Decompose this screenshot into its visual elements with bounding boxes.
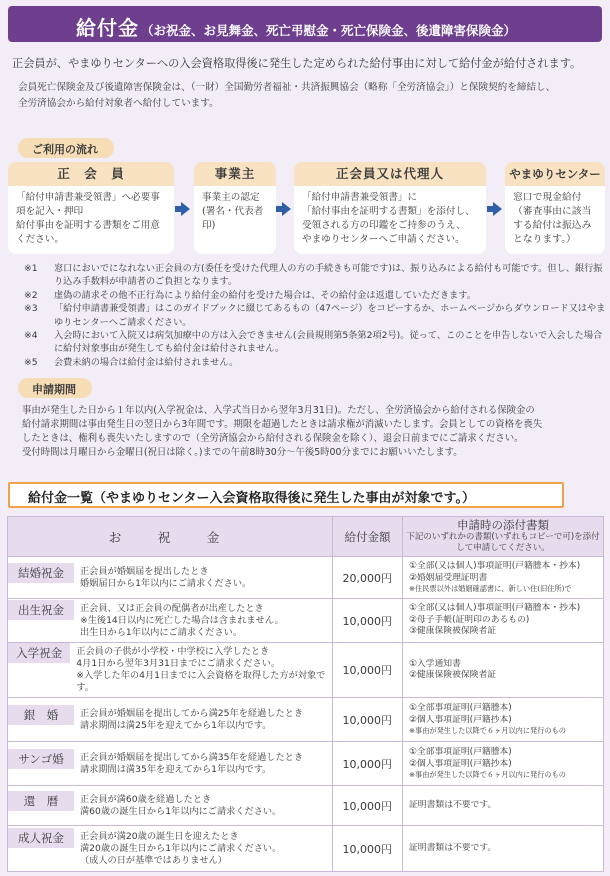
flow-line: となります。） (513, 234, 576, 245)
benefit-cell (8, 786, 333, 826)
document-note: ※事由が発生した以降で６ヶ月以内に発行のもの (409, 770, 566, 779)
table-row (8, 698, 604, 742)
benefit-name: 成人祝金 (8, 828, 74, 848)
description-line: 満60歳の誕生日から1年以内にご請求ください。 (80, 805, 282, 817)
flow-step-title: やまゆりセンター (505, 162, 605, 186)
benefit-cell (8, 698, 333, 742)
benefit-description (74, 600, 288, 642)
flow-line: （審査事由に該当 (513, 206, 592, 217)
flow-arrow-icon (282, 202, 291, 216)
intro-detail-line: 全労済協会から給付対象者へ給付しています。 (18, 98, 219, 109)
document-line: ①全部(又は個人)事項証明(戸籍謄本・抄本) (409, 603, 581, 614)
description-line: ※入学した年の4月1日までに入会資格を取得した方が対象です。 (76, 670, 326, 693)
flow-line: 給付事由を証明する書類をご用意 (16, 220, 160, 231)
note-mark: ※2 (24, 289, 38, 301)
flow-label: ご利用の流れ (18, 138, 114, 158)
intro-detail-line: 会員死亡保険金及び後遺障害保険金は、（一財）全国勤労者福祉・共済振興協会（略称「全労済協会」）と保険契約を締結し、 (18, 82, 556, 93)
benefit-description (70, 643, 332, 697)
period-line: 事由が発生した日から１年以内(入学祝金は、入学式当日から翌年3月31日)。ただし、全労済協会から給付される保険金の (22, 405, 535, 416)
document-line: 証明書類は不要です。 (409, 842, 497, 853)
benefit-amount: 10,000円 (333, 698, 403, 742)
benefit-amount: 10,000円 (333, 786, 403, 826)
document-note: ※事由が発生した以降で６ヶ月以内に発行のもの (409, 726, 566, 735)
header-docs-note: 下記のいずれかの書類(いずれもコピーで可)を添付して申請してください。 (406, 532, 600, 553)
document-line: ③健康保険被保険者証 (409, 626, 497, 637)
flow-line: やまゆりセンターへご申請ください。 (302, 234, 465, 245)
benefit-amount: 10,000円 (333, 599, 403, 643)
table-row (8, 599, 604, 643)
table-row (8, 557, 604, 599)
flow-line: (署名・代表者印) (202, 206, 264, 231)
flow-step-title: 正会員又は代理人 (294, 162, 486, 186)
flow-line: 「給付申請書兼受領書」へ必要事 (16, 192, 160, 203)
flow-step-employer (194, 162, 276, 254)
header-docs-title: 申請時の添付書類 (457, 518, 549, 532)
description-line: 婚姻届日から1年以内にご請求ください。 (80, 577, 252, 589)
note-mark: ※3 (24, 303, 38, 315)
benefit-name: 還 暦 (8, 791, 74, 811)
benefit-description (74, 749, 307, 779)
flow-line: 受領される方の印鑑をご持参のうえ、 (302, 220, 466, 231)
document-line: ②個人事項証明(戸籍抄本) (409, 758, 512, 769)
period-line: 給付請求期間は事由発生日の翌日から3年間です。期限を超過したときは請求権が消滅いたします。会員としての資格を喪失 (22, 419, 543, 430)
note-text: 会費未納の場合は給付金は給付されません。 (54, 356, 239, 368)
table-row (8, 786, 604, 826)
document-line: ②婚姻届受理証明書 (409, 572, 488, 583)
note-mark: ※1 (24, 263, 38, 274)
table-header-row (8, 517, 604, 557)
intro-detail (18, 80, 598, 112)
period-text (22, 404, 606, 460)
document-line: ①全部事項証明(戸籍謄本) (409, 747, 512, 757)
intro-lead: 正会員が、やまゆりセンターへの入会資格取得後に発生した定められた給付事由に対して給付金が給付されます。 (12, 57, 582, 70)
description-line: ※生後14日以内に死亡した場合は含まれません。 (80, 614, 284, 626)
benefit-cell (8, 557, 333, 599)
benefit-name: 出生祝金 (8, 600, 74, 620)
benefit-name: 銀 婚 (8, 705, 74, 725)
description-line: 正会員の子供が小学校・中学校に入学したとき (76, 646, 270, 657)
benefit-description (74, 791, 285, 821)
note-text: 窓口においでになれない正会員の方(委任を受けた代理人の方の手続きも可能です)は、振り込みによる給付も可能です。但し、銀行振り込み手数料が申請者のご負担となります。 (54, 263, 603, 288)
flow-step-body (8, 186, 174, 247)
document-note: ※住民票以外は婚姻確認書に、新しい住(旧住所)で (409, 584, 572, 593)
document-line: ①全部(又は個人)事項証明(戸籍謄本・抄本) (409, 561, 581, 571)
page-subtitle: （お祝金、お見舞金、死亡弔慰金・死亡保険金、後遺障害保険金） (141, 23, 517, 38)
required-documents (403, 698, 604, 742)
description-line: 正会員が婚姻届を提出してから満35年を経過したとき (80, 751, 304, 763)
period-label: 申請期間 (18, 378, 92, 398)
flow-arrow-icon (493, 202, 502, 216)
benefit-description (74, 705, 307, 735)
document-line: ②個人事項証明(戸籍抄本) (409, 714, 512, 725)
document-line: ①入学通知書 (409, 658, 461, 669)
benefit-cell (8, 742, 333, 786)
header-docs (403, 517, 604, 557)
description-line: 満20歳の誕生日から1年以内にご請求ください。 (80, 842, 282, 854)
description-line: 正会員が婚姻届を提出したとき (80, 565, 209, 577)
required-documents (403, 742, 604, 786)
flow-step-member (8, 162, 174, 254)
page-title: 給付金 (76, 16, 139, 40)
note-item (24, 289, 608, 302)
description-line: 正会員、又は正会員の配偶者が出産したとき (80, 602, 264, 614)
note-item (24, 302, 608, 329)
benefit-table (7, 516, 604, 872)
flow-line: 事業主の認定 (202, 192, 260, 203)
flow-line: 「給付申請書兼受領書」に (302, 192, 418, 203)
description-line: 正会員が満60歳を経過したとき (80, 793, 212, 805)
benefit-amount: 20,000円 (333, 557, 403, 599)
period-line: したときは、権利も喪失いたしますので（全労済協会から給付される保険金を除く）、退会日前までにご請求ください。 (22, 433, 524, 444)
description-line: 請求期間は満35年を迎えてから1年以内です。 (80, 763, 272, 775)
benefit-description (74, 828, 285, 870)
flow-line: 項を記入・押印 (16, 206, 84, 217)
flow-line: ください。 (16, 234, 64, 245)
flow-step-body (294, 186, 486, 247)
note-text: 入会時において入院又は病気加療中の方は入会できません(会員規則第5条第2項2号)。従って、このことを申告しないで入会した場合に給付対象事由が発生しても給付金は給付されません。 (54, 330, 603, 355)
benefit-description (74, 563, 255, 593)
flow-step-title: 事業主 (194, 162, 276, 186)
page-title-bar (8, 6, 602, 42)
flow-arrow-icon (181, 202, 190, 216)
required-documents (403, 599, 604, 643)
required-documents (403, 786, 604, 826)
document-line: ①全部事項証明(戸籍謄本) (409, 703, 512, 713)
benefit-amount: 10,000円 (333, 643, 403, 698)
header-category: お 祝 金 (8, 517, 333, 557)
document-line: ②健康保険被保険者証 (409, 670, 497, 680)
benefit-name: 入学祝金 (8, 643, 70, 663)
table-row (8, 643, 604, 698)
required-documents (403, 557, 604, 599)
description-line: 正会員が婚姻届を提出してから満25年を経過したとき (80, 707, 304, 719)
description-line: 出生日から1年以内にご請求ください。 (80, 626, 243, 638)
table-row (8, 826, 604, 872)
benefit-amount: 10,000円 (333, 826, 403, 872)
description-line: 正会員が満20歳の誕生日を迎えたとき (80, 830, 239, 842)
required-documents (403, 643, 604, 698)
note-item (24, 329, 608, 356)
required-documents (403, 826, 604, 872)
header-amount: 給付金額 (333, 517, 403, 557)
description-line: （成人の日が基準ではありません） (80, 854, 227, 866)
flow-step-title: 正 会 員 (8, 162, 174, 186)
note-mark: ※4 (24, 330, 38, 342)
document-line: 証明書類は不要です。 (409, 799, 497, 810)
benefit-name: サンゴ婚 (8, 749, 74, 769)
benefit-cell (8, 826, 333, 872)
document-line: ②母子手帳(証明印のあるもの) (409, 614, 530, 625)
note-text: 「給付申請書兼受領書」はこのガイドブックに綴じてあるもの（47ページ）をコピーするか、ホームページからダウンロード又はやまゆりセンターへご請求ください。 (54, 303, 606, 328)
note-text: 虚偽の請求その他不正行為により給付金の給付を受けた場合は、その給付金は返還していただきます。 (54, 289, 476, 301)
notes-list (24, 262, 608, 369)
flow-step-body (194, 186, 276, 233)
period-line: 受付時間は月曜日から金曜日(祝日は除く。)までの午前8時30分～午後5時00分までにお願いいたします。 (22, 447, 463, 458)
benefit-cell (8, 599, 333, 643)
benefit-name: 結婚祝金 (8, 563, 74, 583)
note-item (24, 262, 608, 289)
benefit-cell (8, 643, 333, 698)
flow-step-body (505, 186, 605, 247)
note-item (24, 356, 608, 369)
table-row (8, 742, 604, 786)
flow-line: する給付は振込み (513, 220, 592, 231)
flow-step-center (505, 162, 605, 254)
note-mark: ※5 (24, 356, 38, 368)
flow-line: 窓口で現金給付 (513, 192, 582, 203)
flow-line: 「給付事由を証明する書類」を添付し、 (302, 206, 475, 217)
benefit-list-title: 給付金一覧（やまゆりセンター入会資格取得後に発生した事由が対象です。） (8, 482, 564, 508)
description-line: 4月1日から翌年3月31日までにご請求ください。 (76, 658, 281, 669)
benefit-amount: 10,000円 (333, 742, 403, 786)
description-line: 請求期間は満25年を迎えてから1年以内です。 (80, 719, 272, 731)
flow-step-agent (294, 162, 486, 254)
